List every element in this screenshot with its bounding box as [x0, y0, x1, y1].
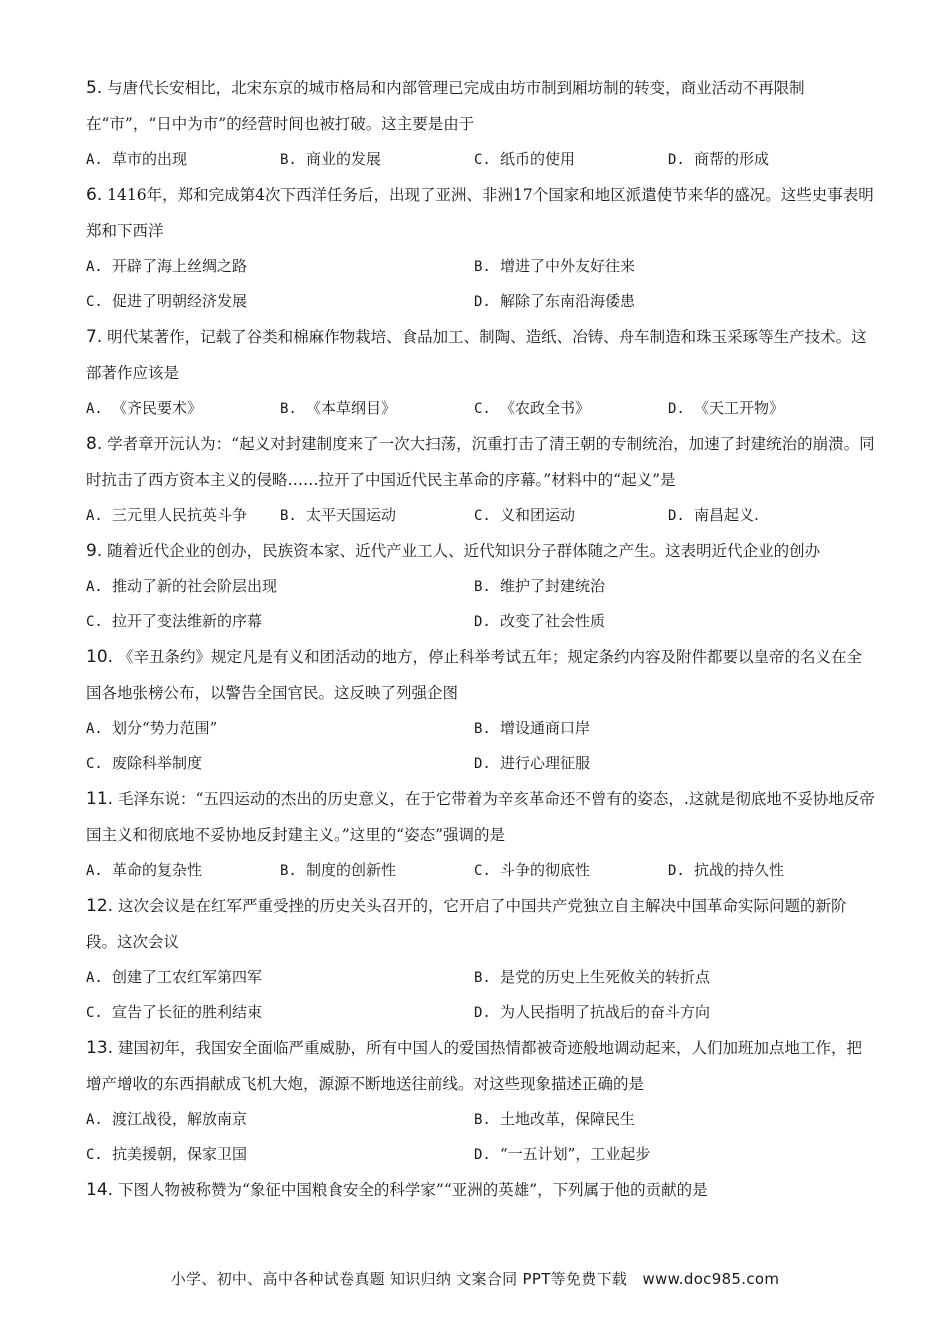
- option-text: 抗美援朝，保家卫国: [112, 1145, 248, 1163]
- option-list: [86, 569, 876, 639]
- option-letter: A.: [86, 401, 103, 417]
- option-letter: A.: [86, 970, 103, 986]
- option-text: 商业的发展: [306, 150, 382, 168]
- option-letter: D.: [668, 152, 685, 168]
- answer-option: [86, 853, 280, 888]
- option-text: 宣告了长征的胜利结束: [112, 1003, 263, 1021]
- question-text: 毛泽东说：“五四运动的杰出的历史意义，在于它带着为辛亥革命还不曾有的姿态，.这就是彻底地不妥协地反帝国主义和彻底地不妥协地反封建主义。”这里的“姿态”强调的是: [86, 790, 875, 844]
- option-text: 促进了明朝经济发展: [112, 292, 248, 310]
- option-text: 解除了东南沿海倭患: [500, 292, 636, 310]
- option-letter: C.: [86, 614, 103, 630]
- option-text: 三元里人民抗英斗争: [112, 506, 248, 524]
- answer-option: [474, 249, 862, 284]
- option-letter: A.: [86, 152, 103, 168]
- option-text: 《农政全书》: [500, 399, 591, 417]
- answer-option: [474, 711, 862, 746]
- option-letter: C.: [474, 152, 491, 168]
- answer-option: [86, 142, 280, 177]
- question-text: 《辛丑条约》规定凡是有义和团活动的地方，停止科举考试五年；规定条约内容及附件都要以皇帝的名义在全国各地张榜公布，以警告全国官民。这反映了列强企图: [86, 648, 862, 702]
- option-letter: C.: [86, 1147, 103, 1163]
- option-letter: C.: [86, 294, 103, 310]
- option-text: 创建了工农红军第四军: [112, 968, 263, 986]
- option-list: [86, 391, 876, 426]
- answer-option: [474, 1137, 862, 1172]
- question-text: 下图人物被称赞为“象征中国粮食安全的科学家”“亚洲的英雄”，下列属于他的贡献的是: [117, 1181, 708, 1199]
- answer-option: [280, 853, 474, 888]
- answer-option: [668, 498, 862, 533]
- option-text: 维护了封建统治: [500, 577, 606, 595]
- option-text: 废除科举制度: [112, 754, 203, 772]
- answer-option: [280, 498, 474, 533]
- option-text: 斗争的彻底性: [500, 861, 591, 879]
- answer-option: [474, 498, 668, 533]
- question-number: 7.: [86, 327, 103, 347]
- option-letter: D.: [668, 401, 685, 417]
- answer-option: [86, 391, 280, 426]
- answer-option: [86, 284, 474, 319]
- question-stem: [86, 781, 876, 853]
- question-block: [86, 781, 876, 888]
- option-list: [86, 1102, 876, 1172]
- option-letter: A.: [86, 721, 103, 737]
- option-list: [86, 960, 876, 1030]
- option-letter: A.: [86, 863, 103, 879]
- answer-option: [86, 711, 474, 746]
- answer-option: [86, 249, 474, 284]
- question-text: 明代某著作，记载了谷类和棉麻作物栽培、食品加工、制陶、造纸、冶铸、舟车制造和珠玉采琢等生产技术。这部著作应该是: [86, 328, 867, 382]
- answer-option: [280, 142, 474, 177]
- answer-option: [474, 391, 668, 426]
- question-text: 1416年，郑和完成第4次下西洋任务后，出现了亚洲、非洲17个国家和地区派遣使节来华的盛况。这些史事表明郑和下西洋: [86, 186, 874, 240]
- question-number: 5.: [86, 78, 103, 98]
- option-letter: B.: [474, 579, 491, 595]
- question-stem: [86, 319, 876, 391]
- answer-option: [86, 569, 474, 604]
- question-stem: [86, 426, 876, 498]
- option-text: 抗战的持久性: [694, 861, 785, 879]
- option-text: “一五计划”，工业起步: [500, 1145, 651, 1163]
- option-letter: B.: [280, 152, 297, 168]
- question-text: 建国初年，我国安全面临严重威胁，所有中国人的爱国热情都被奇迹般地调动起来，人们加班加点地工作，把增产增收的东西捐献成飞机大炮，源源不断地送往前线。对这些现象描述正确的是: [86, 1039, 862, 1093]
- option-letter: C.: [474, 863, 491, 879]
- option-letter: A.: [86, 508, 103, 524]
- option-letter: C.: [474, 401, 491, 417]
- answer-option: [474, 1102, 862, 1137]
- answer-option: [474, 569, 862, 604]
- question-text: 随着近代企业的创办，民族资本家、近代产业工人、近代知识分子群体随之产生。这表明近代企业的创办: [107, 542, 821, 560]
- option-letter: D.: [474, 294, 491, 310]
- question-text: 这次会议是在红军严重受挫的历史关头召开的，它开启了中国共产党独立自主解决中国革命实际问题的新阶段。这次会议: [86, 897, 847, 951]
- answer-option: [474, 284, 862, 319]
- answer-option: [86, 960, 474, 995]
- answer-option: [280, 391, 474, 426]
- answer-option: [86, 498, 280, 533]
- question-number: 11.: [86, 789, 114, 809]
- option-text: 草市的出现: [112, 150, 188, 168]
- option-letter: B.: [474, 259, 491, 275]
- option-list: [86, 498, 876, 533]
- option-list: [86, 853, 876, 888]
- question-stem: [86, 639, 876, 711]
- option-letter: D.: [474, 1147, 491, 1163]
- option-text: 拉开了变法维新的序幕: [112, 612, 263, 630]
- option-text: 太平天国运动: [306, 506, 397, 524]
- option-text: 增进了中外友好往来: [500, 257, 636, 275]
- option-letter: B.: [280, 401, 297, 417]
- option-text: 进行心理征服: [500, 754, 591, 772]
- option-letter: D.: [474, 614, 491, 630]
- option-text: 纸币的使用: [500, 150, 576, 168]
- option-text: 义和团运动: [500, 506, 576, 524]
- option-letter: B.: [474, 1112, 491, 1128]
- question-stem: [86, 533, 876, 569]
- option-text: 增设通商口岸: [500, 719, 591, 737]
- question-stem: [86, 1172, 876, 1208]
- question-block: [86, 639, 876, 781]
- question-number: 13.: [86, 1038, 114, 1058]
- question-number: 10.: [86, 647, 114, 667]
- option-letter: A.: [86, 259, 103, 275]
- option-letter: C.: [474, 508, 491, 524]
- question-number: 8.: [86, 434, 103, 454]
- option-text: 《天工开物》: [694, 399, 785, 417]
- answer-option: [86, 746, 474, 781]
- option-text: 革命的复杂性: [112, 861, 203, 879]
- option-list: [86, 249, 876, 319]
- answer-option: [86, 995, 474, 1030]
- option-text: 划分“势力范围”: [112, 719, 218, 737]
- option-letter: D.: [668, 863, 685, 879]
- option-letter: B.: [280, 863, 297, 879]
- option-letter: D.: [474, 1005, 491, 1021]
- option-letter: D.: [668, 508, 685, 524]
- option-text: 为人民指明了抗战后的奋斗方向: [500, 1003, 711, 1021]
- question-text: 与唐代长安相比，北宋东京的城市格局和内部管理已完成由坊市制到厢坊制的转变，商业活动不再限制在“市”，“日中为市”的经营时间也被打破。这主要是由于: [86, 79, 805, 133]
- option-letter: C.: [86, 756, 103, 772]
- question-block: [86, 70, 876, 177]
- option-text: 商帮的形成: [694, 150, 770, 168]
- question-stem: [86, 888, 876, 960]
- question-stem: [86, 70, 876, 142]
- question-number: 6.: [86, 185, 103, 205]
- question-number: 14.: [86, 1180, 114, 1200]
- answer-option: [668, 391, 862, 426]
- answer-option: [86, 604, 474, 639]
- question-block: [86, 533, 876, 639]
- option-text: 制度的创新性: [306, 861, 397, 879]
- answer-option: [668, 142, 862, 177]
- question-stem: [86, 177, 876, 249]
- question-text: 学者章开沅认为：“起义对封建制度来了一次大扫荡，沉重打击了清王朝的专制统治，加速了封建统治的崩溃。同时抗击了西方资本主义的侵略……拉开了中国近代民主革命的序幕。”材料中的“起义”是: [86, 435, 875, 489]
- answer-option: [474, 142, 668, 177]
- question-block: [86, 319, 876, 426]
- question-number: 12.: [86, 896, 114, 916]
- answer-option: [474, 995, 862, 1030]
- option-list: [86, 142, 876, 177]
- page-footer: 小学、初中、高中各种试卷真题 知识归纳 文案合同 PPT等免费下载 www.doc985.com: [170, 1270, 780, 1288]
- option-text: 开辟了海上丝绸之路: [112, 257, 248, 275]
- option-letter: D.: [474, 756, 491, 772]
- question-block: [86, 426, 876, 533]
- question-block: [86, 177, 876, 319]
- question-number: 9.: [86, 541, 103, 561]
- option-text: 《本草纲目》: [306, 399, 397, 417]
- question-stem: [86, 1030, 876, 1102]
- option-letter: C.: [86, 1005, 103, 1021]
- exam-page: [86, 70, 876, 1208]
- option-letter: B.: [280, 508, 297, 524]
- question-list: [86, 70, 876, 1208]
- option-letter: A.: [86, 579, 103, 595]
- option-text: 《齐民要术》: [112, 399, 203, 417]
- answer-option: [668, 853, 862, 888]
- option-text: 土地改革，保障民生: [500, 1110, 636, 1128]
- answer-option: [86, 1137, 474, 1172]
- option-text: 改变了社会性质: [500, 612, 606, 630]
- question-block: [86, 1030, 876, 1172]
- option-letter: A.: [86, 1112, 103, 1128]
- option-letter: B.: [474, 721, 491, 737]
- option-text: 渡江战役，解放南京: [112, 1110, 248, 1128]
- answer-option: [474, 960, 862, 995]
- option-text: 南昌起义.: [694, 506, 759, 524]
- answer-option: [86, 1102, 474, 1137]
- option-text: 是党的历史上生死攸关的转折点: [500, 968, 711, 986]
- option-text: 推动了新的社会阶层出现: [112, 577, 278, 595]
- option-letter: B.: [474, 970, 491, 986]
- question-block: [86, 1172, 876, 1208]
- option-list: [86, 711, 876, 781]
- answer-option: [474, 604, 862, 639]
- answer-option: [474, 746, 862, 781]
- answer-option: [474, 853, 668, 888]
- question-block: [86, 888, 876, 1030]
